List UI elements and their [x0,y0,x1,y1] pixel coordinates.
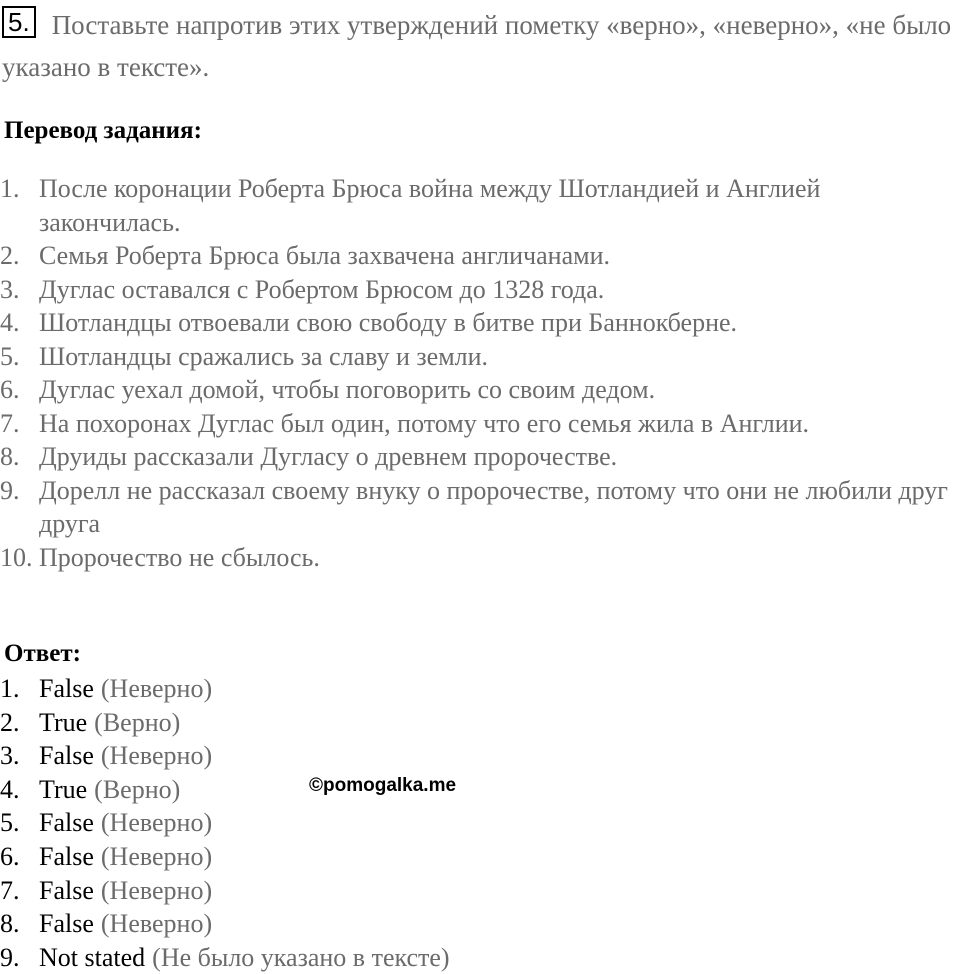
answer-russian: (Неверно) [100,808,213,838]
item-number: 9. [0,475,20,505]
answer-russian: (Неверно) [100,841,213,871]
item-number: 8. [0,909,20,939]
answer-russian: (Неверно) [100,875,213,905]
item-number: 5. [0,808,20,838]
answer-item [0,706,700,740]
answer-english: False [39,674,94,703]
answer-item [0,739,700,773]
item-number: 4. [0,308,20,337]
answer-item [0,874,700,908]
answer-russian: (Неверно) [100,741,213,771]
item-number: 3. [0,274,20,304]
answer-english: False [39,741,94,771]
task-number: 5. [2,6,36,38]
list-item [0,306,950,340]
item-text: После коронации Роберта Брюса война между Шотландией и Англией закончилась. [39,174,821,237]
item-number: 2. [0,241,20,270]
item-number: 10. [0,542,33,572]
list-item [0,273,950,307]
item-number: 1. [0,674,20,703]
list-item [0,474,950,541]
list-item [0,407,950,441]
item-number: 8. [0,442,20,471]
answer-item [0,907,700,941]
answer-russian: (Верно) [94,774,181,804]
list-item [0,340,950,374]
list-item [0,172,950,239]
answer-english: False [39,808,94,838]
answer-item [0,672,700,706]
item-text: Семья Роберта Брюса была захвачена англичанами. [39,241,610,270]
answer-russian: (Неверно) [100,909,213,939]
item-number: 9. [0,942,20,972]
answer-russian: (Неверно) [100,674,213,703]
answer-list [0,672,700,974]
answer-english: False [39,841,94,871]
item-number: 1. [0,174,20,203]
item-text: Шотландцы сражались за славу и земли. [39,341,489,371]
item-number: 7. [0,875,20,905]
list-item [0,541,950,575]
item-text: Друиды рассказали Дугласу о древнем пророчестве. [39,442,618,471]
item-text: На похоронах Дуглас был один, потому что его семья жила в Англии. [39,408,810,438]
translation-heading: Перевод задания: [4,117,202,144]
answer-item [0,941,700,974]
answer-english: False [39,875,94,905]
list-item [0,239,950,273]
item-number: 3. [0,741,20,771]
answer-russian: (Не было указано в тексте) [152,942,450,972]
list-item [0,440,950,474]
item-number: 6. [0,375,20,404]
answer-heading: Ответ: [4,640,81,667]
item-number: 7. [0,408,20,438]
list-item [0,373,950,407]
translation-list [0,172,950,574]
task-text: Поставьте напротив этих утверждений пометку «верно», «неверно», «не было указано в тексте». [2,10,952,82]
answer-item [0,840,700,874]
item-number: 2. [0,707,20,737]
answer-item [0,806,700,840]
task-instruction [2,4,958,88]
item-text: Пророчество не сбылось. [39,542,320,572]
answer-english: False [39,909,94,939]
answer-english: True [39,774,88,804]
item-text: Дорелл не рассказал своему внуку о пророчестве, потому что они не любили друг друга [39,475,948,538]
item-number: 6. [0,841,20,871]
answer-english: Not stated [39,942,146,972]
answer-russian: (Верно) [94,707,181,737]
item-text: Шотландцы отвоевали свою свободу в битве при Баннокберне. [39,308,738,337]
item-text: Дуглас оставался с Робертом Брюсом до 1328 года. [39,274,605,304]
answer-english: True [39,707,88,737]
item-number: 4. [0,774,20,804]
item-text: Дуглас уехал домой, чтобы поговорить со своим дедом. [39,375,656,404]
watermark: ©pomogalka.me [309,775,457,796]
item-number: 5. [0,341,20,371]
